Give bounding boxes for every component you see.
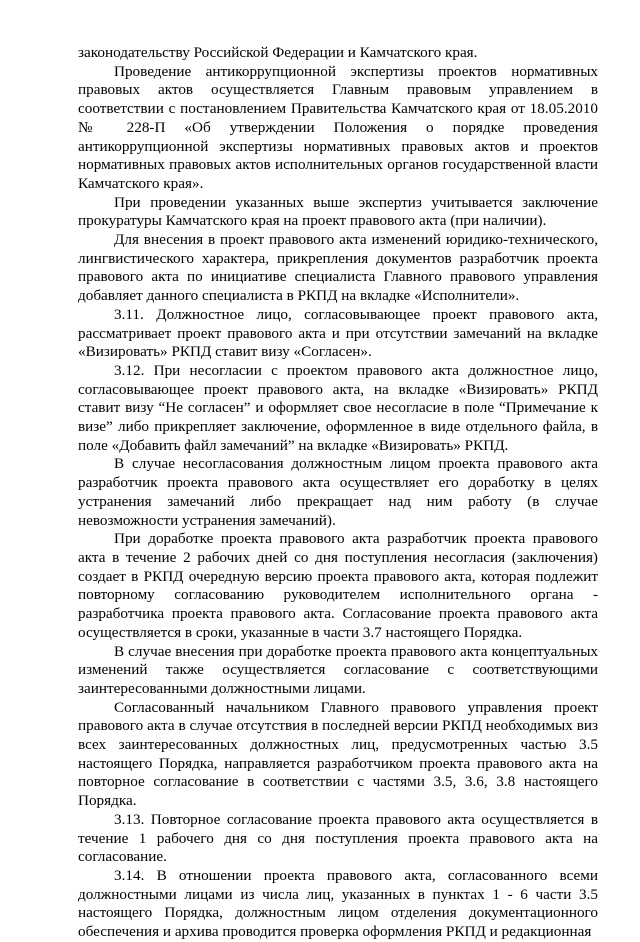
paragraph: В случае внесения при доработке проекта правового акта концептуальных изменений также осуществляется согласование с соответствующими заинтересованными должностными лицами. — [78, 642, 598, 697]
paragraph: Согласованный начальником Главного правового управления проект правового акта в случае отсутствия в последней версии РКПД необходимых виз всех заинтересованных должностных лиц, предусмотренных частью 3.5 настоящего Порядка, направляется разработчиком проекта правового акта на повторное согласование в соответствии с частями 3.5, 3.6, 3.8 настоящего Порядка. — [78, 698, 598, 810]
document-page — [78, 44, 598, 942]
paragraph: Для внесения в проект правового акта изменений юридико-технического, лингвистического характера, прикрепления документов разработчик проекта правового акта по инициативе специалиста Главного правового управления добавляет данного специалиста в РКПД на вкладке «Исполнители». — [78, 231, 598, 305]
paragraph: Проведение антикоррупционной экспертизы проектов нормативных правовых актов осуществляется Главным правовым управлением в соответствии с постановлением Правительства Камчатского края от 18.05.2010 № 228-П «Об утверждении Положения о порядке проведения антикоррупционной экспертизы нормативных правовых актов и проектов нормативных правовых актов исполнительных органов государственной власти Камчатского края». — [78, 62, 598, 192]
paragraph-3-12: 3.12. При несогласии с проектом правового акта должностное лицо, согласовывающее проект правового акта, на вкладке «Визировать» РКПД ставит визу “Не согласен” и оформляет свое несогласие в поле “Примечание к визе” либо прикрепляет заключение, оформленное в виде отдельного файла, в поле «Добавить файл замечаний” на вкладке «Визировать» РКПД. — [78, 361, 598, 454]
paragraph: законодательству Российской Федерации и Камчатского края. — [78, 44, 478, 61]
paragraph: При доработке проекта правового акта разработчик проекта правового акта в течение 2 рабочих дней со дня поступления несогласия (заключения) создает в РКПД очередную версию проекта правового акта, которая подлежит повторному согласованию руководителем исполнительного органа - разработчика проекта правового акта. Согласование проекта правового акта осуществляется в сроки, указанные в части 3.7 настоящего Порядка. — [78, 530, 598, 641]
paragraph-3-13: 3.13. Повторное согласование проекта правового акта осуществляется в течение 1 рабочего дня со дня поступления проекта правового акта на согласование. — [78, 810, 598, 866]
paragraph: В случае несогласования должностным лицом проекта правового акта разработчик проекта правового акта осуществляет его доработку в целях устранения замечаний либо прекращает над ним работу (в случае невозможности устранения замечаний). — [78, 455, 598, 529]
paragraph: При проведении указанных выше экспертиз учитывается заключение прокуратуры Камчатского края на проект правового акта (при наличии). — [78, 193, 598, 230]
paragraph-3-14: 3.14. В отношении проекта правового акта, согласованного всеми должностными лицами из числа лиц, указанных в пунктах 1 - 6 части 3.5 настоящего Порядка, должностным лицом отделения документационного обеспечения и архива проводится проверка оформления РКПД и редакционная — [78, 866, 598, 941]
paragraph-3-11: 3.11. Должностное лицо, согласовывающее проект правового акта, рассматривает проект правового акта и при отсутствии замечаний на вкладке «Визировать» РКПД ставит визу «Согласен». — [78, 305, 598, 361]
